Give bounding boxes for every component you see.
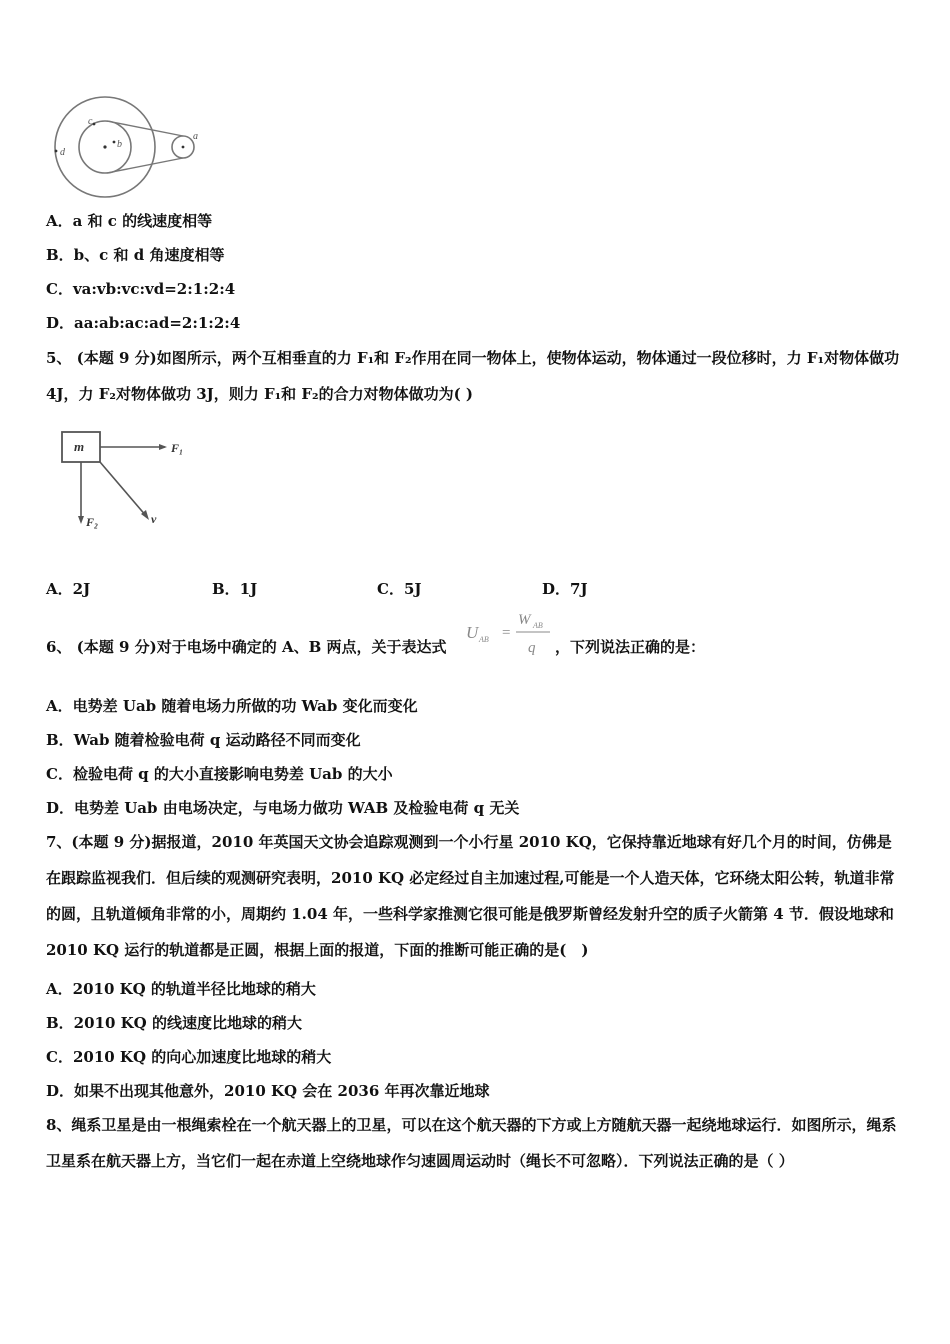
- q5-option-c: C．5J: [377, 580, 422, 598]
- svg-text:AB: AB: [479, 635, 489, 644]
- q5-option-a: A．2J: [46, 580, 91, 598]
- q4-option-a: A．a 和 c 的线速度相等: [46, 212, 213, 230]
- label-f1: F₁: [171, 441, 184, 455]
- belt-bottom: [107, 158, 183, 173]
- v-arrow: [100, 462, 147, 517]
- force-diagram: [55, 425, 205, 535]
- label-d: d: [60, 147, 65, 158]
- svg-text:U: U: [466, 623, 479, 642]
- q7-option-a: A．2010 KQ 的轨道半径比地球的稍大: [46, 980, 316, 998]
- pulley-diagram: [50, 95, 210, 205]
- q7-option-d: D．如果不出现其他意外，2010 KQ 会在 2036 年再次靠近地球: [46, 1082, 490, 1100]
- formula-uab: [462, 610, 562, 660]
- q7-option-b: B．2010 KQ 的线速度比地球的稍大: [46, 1014, 302, 1032]
- q6-stem-after: ，下列说法正确的是：: [555, 638, 706, 656]
- label-b: b: [117, 139, 122, 150]
- label-f2: F₂: [86, 515, 99, 529]
- svg-text:q: q: [528, 640, 536, 656]
- label-v: v: [151, 512, 157, 526]
- q6-option-b: B．Wab 随着检验电荷 q 运动路径不同而变化: [46, 731, 361, 749]
- label-c: c: [88, 116, 93, 127]
- q5-stem: 5、 (本题 9 分)如图所示，两个互相垂直的力 F₁和 F₂作用在同一物体上，使物体运动，物体通过一段位移时，力 F₁对物体做功 4J，力 F₂对物体做功 3J，则力 F₁和 F₂的合力对物体做功为( ): [46, 349, 900, 403]
- belt-top: [107, 121, 183, 136]
- q6-option-c: C．检验电荷 q 的大小直接影响电势差 Uab 的大小: [46, 765, 393, 783]
- label-a: a: [193, 131, 198, 142]
- q7-option-c: C．2010 KQ 的向心加速度比地球的稍大: [46, 1048, 332, 1066]
- q5-option-d: D．7J: [542, 580, 588, 598]
- q4-option-d: D．aa:ab:ac:ad=2:1:2:4: [46, 314, 241, 332]
- q4-option-c: C．va:vb:vc:vd=2:1:2:4: [46, 280, 236, 298]
- label-m: m: [74, 439, 85, 454]
- q6-option-a: A．电势差 Uab 随着电场力所做的功 Wab 变化而变化: [46, 697, 418, 715]
- svg-text:=: =: [502, 625, 511, 641]
- q8-stem: 8、绳系卫星是由一根绳索栓在一个航天器上的卫星，可以在这个航天器的下方或上方随航天器一起绕地球运行．如图所示，绳系卫星系在航天器上方，当它们一起在赤道上空绕地球作匀速圆周运动时（绳长不可忽略）．下列说法正确的是（ ）: [46, 1116, 897, 1170]
- svg-text:W: W: [518, 612, 531, 628]
- svg-text:AB: AB: [533, 621, 543, 630]
- q4-option-b: B．b、c 和 d 角速度相等: [46, 246, 225, 264]
- q6-option-d: D．电势差 Uab 由电场决定，与电场力做功 WAB 及检验电荷 q 无关: [46, 799, 520, 817]
- q5-option-b: B．1J: [212, 580, 258, 598]
- q6-stem-before: 6、 (本题 9 分)对于电场中确定的 A、B 两点，关于表达式: [46, 638, 447, 656]
- q7-stem: 7、(本题 9 分)据报道，2010 年英国天文协会追踪观测到一个小行星 2010 KQ，它保持靠近地球有好几个月的时间，仿佛是在跟踪监视我们．但后续的观测研究表明，2010 KQ 必定经过自主加速过程,可能是一个人造天体，它环绕太阳公转，轨道非常的圆，且轨道倾角非常的小，周期约 1.04 年，一些科学家推测它很可能是俄罗斯曾经发射升空的质子火箭第 4 节．假设地球和 2010 KQ 运行的轨道都是正圆，根据上面的报道，下面的推断可能正确的是( ): [46, 833, 895, 959]
